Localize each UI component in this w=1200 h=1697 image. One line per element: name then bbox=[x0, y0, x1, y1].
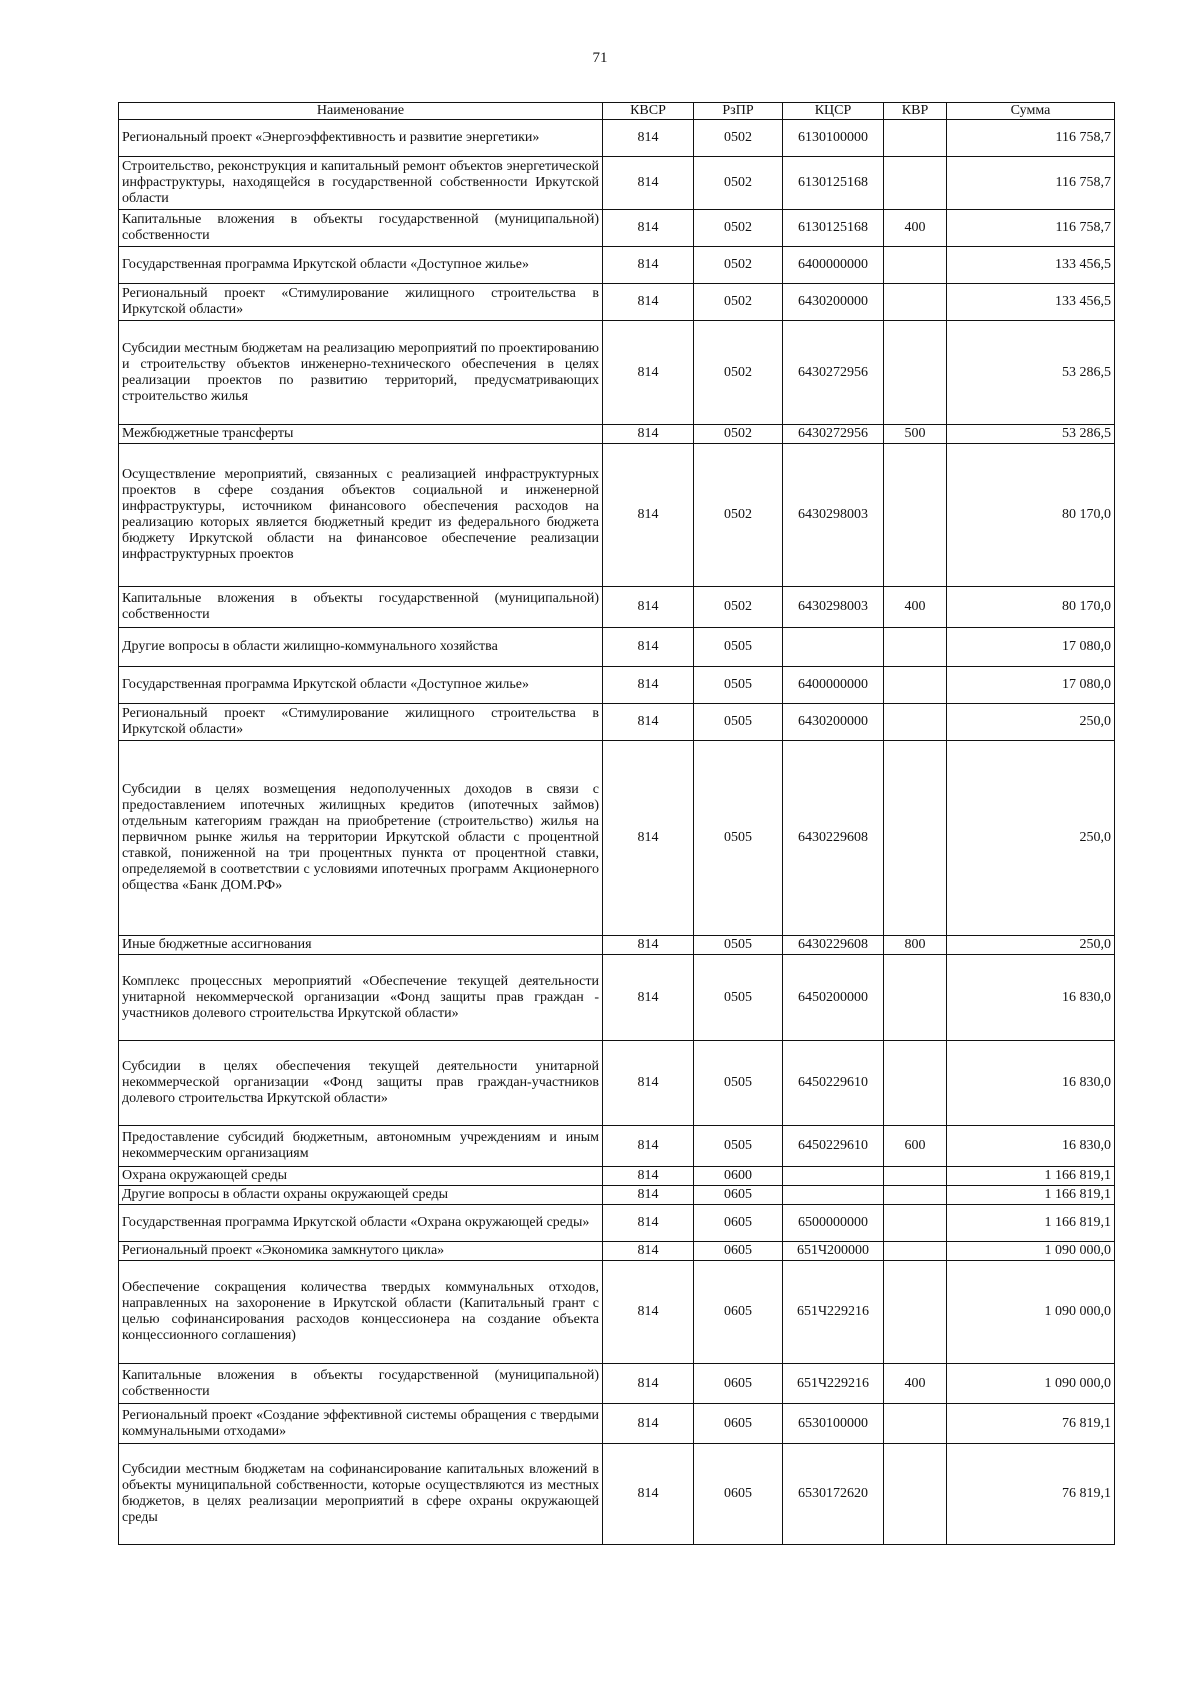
row-sum: 116 758,7 bbox=[947, 120, 1115, 157]
row-kvr bbox=[884, 321, 947, 425]
row-rzpr: 0502 bbox=[694, 321, 783, 425]
row-kcsr bbox=[783, 1186, 884, 1205]
row-rzpr: 0600 bbox=[694, 1167, 783, 1186]
row-kvsr: 814 bbox=[603, 1167, 694, 1186]
row-sum: 1 090 000,0 bbox=[947, 1261, 1115, 1364]
row-kvr bbox=[884, 1167, 947, 1186]
header-kcsr: КЦСР bbox=[783, 103, 884, 120]
row-kvr bbox=[884, 1205, 947, 1242]
row-sum: 76 819,1 bbox=[947, 1404, 1115, 1444]
row-kvr bbox=[884, 120, 947, 157]
header-kvsr: КВСР bbox=[603, 103, 694, 120]
row-kvsr: 814 bbox=[603, 741, 694, 936]
row-name: Другие вопросы в области охраны окружающей среды bbox=[119, 1186, 603, 1205]
row-kcsr: 6400000000 bbox=[783, 667, 884, 704]
row-name: Межбюджетные трансферты bbox=[119, 425, 603, 444]
row-kcsr: 6430229608 bbox=[783, 936, 884, 955]
table-row bbox=[119, 1041, 1115, 1126]
row-kvr bbox=[884, 247, 947, 284]
row-kvr: 600 bbox=[884, 1126, 947, 1167]
row-rzpr: 0605 bbox=[694, 1364, 783, 1404]
row-rzpr: 0502 bbox=[694, 247, 783, 284]
row-sum: 1 166 819,1 bbox=[947, 1186, 1115, 1205]
row-rzpr: 0505 bbox=[694, 1041, 783, 1126]
row-kcsr: 6430298003 bbox=[783, 587, 884, 628]
row-sum: 16 830,0 bbox=[947, 955, 1115, 1041]
row-kvr bbox=[884, 1444, 947, 1545]
table-row bbox=[119, 628, 1115, 667]
row-rzpr: 0502 bbox=[694, 157, 783, 210]
row-name: Субсидии местным бюджетам на софинансирование капитальных вложений в объекты муниципальной собственности, которые осуществляются из местных бюджетов, в целях реализации мероприятий в сфере охраны окружающей среды bbox=[119, 1444, 603, 1545]
row-kcsr: 651Ч229216 bbox=[783, 1261, 884, 1364]
row-kvsr: 814 bbox=[603, 444, 694, 587]
row-kvsr: 814 bbox=[603, 1261, 694, 1364]
header-kvr: КВР bbox=[884, 103, 947, 120]
row-rzpr: 0505 bbox=[694, 667, 783, 704]
row-kcsr: 6430298003 bbox=[783, 444, 884, 587]
table-row bbox=[119, 425, 1115, 444]
row-kvsr: 814 bbox=[603, 1126, 694, 1167]
row-kcsr: 6430272956 bbox=[783, 425, 884, 444]
row-sum: 76 819,1 bbox=[947, 1444, 1115, 1545]
row-kvsr: 814 bbox=[603, 936, 694, 955]
row-kvr: 400 bbox=[884, 1364, 947, 1404]
row-rzpr: 0502 bbox=[694, 444, 783, 587]
row-kvr bbox=[884, 284, 947, 321]
row-sum: 1 090 000,0 bbox=[947, 1242, 1115, 1261]
row-kcsr bbox=[783, 628, 884, 667]
row-kvsr: 814 bbox=[603, 1444, 694, 1545]
row-sum: 116 758,7 bbox=[947, 157, 1115, 210]
row-kcsr: 6400000000 bbox=[783, 247, 884, 284]
row-kvsr: 814 bbox=[603, 157, 694, 210]
row-name: Строительство, реконструкция и капитальный ремонт объектов энергетической инфраструктуры, находящейся в государственной собственности Иркутской области bbox=[119, 157, 603, 210]
row-sum: 53 286,5 bbox=[947, 425, 1115, 444]
table-row bbox=[119, 741, 1115, 936]
row-kcsr: 6500000000 bbox=[783, 1205, 884, 1242]
table-row bbox=[119, 321, 1115, 425]
row-sum: 250,0 bbox=[947, 704, 1115, 741]
row-kcsr: 6130125168 bbox=[783, 157, 884, 210]
row-name: Иные бюджетные ассигнования bbox=[119, 936, 603, 955]
row-name: Региональный проект «Создание эффективной системы обращения с твердыми коммунальными отходами» bbox=[119, 1404, 603, 1444]
budget-table bbox=[118, 102, 1115, 1545]
row-name: Региональный проект «Стимулирование жилищного строительства в Иркутской области» bbox=[119, 284, 603, 321]
row-kvr bbox=[884, 157, 947, 210]
row-kcsr: 651Ч229216 bbox=[783, 1364, 884, 1404]
row-kcsr: 6430229608 bbox=[783, 741, 884, 936]
row-sum: 116 758,7 bbox=[947, 210, 1115, 247]
table-row bbox=[119, 936, 1115, 955]
row-kvsr: 814 bbox=[603, 247, 694, 284]
row-kvsr: 814 bbox=[603, 321, 694, 425]
row-name: Государственная программа Иркутской области «Охрана окружающей среды» bbox=[119, 1205, 603, 1242]
row-kvr bbox=[884, 704, 947, 741]
row-kcsr bbox=[783, 1167, 884, 1186]
row-sum: 16 830,0 bbox=[947, 1126, 1115, 1167]
row-sum: 1 090 000,0 bbox=[947, 1364, 1115, 1404]
row-name: Предоставление субсидий бюджетным, автономным учреждениям и иным некоммерческим организациям bbox=[119, 1126, 603, 1167]
row-rzpr: 0605 bbox=[694, 1205, 783, 1242]
row-name: Осуществление мероприятий, связанных с реализацией инфраструктурных проектов в сфере создания объектов социальной и инженерной инфраструктуры, источником финансового обеспечения расходов на реализацию которых является бюджетный кредит из федерального бюджета бюджету Иркутской области на финансовое обеспечение реализации инфраструктурных проектов bbox=[119, 444, 603, 587]
row-kcsr: 6430200000 bbox=[783, 284, 884, 321]
row-rzpr: 0505 bbox=[694, 936, 783, 955]
row-rzpr: 0505 bbox=[694, 741, 783, 936]
table-row bbox=[119, 210, 1115, 247]
row-name: Обеспечение сокращения количества твердых коммунальных отходов, направленных на захоронение в Иркутской области (Капитальный грант с целью софинансирования расходов концессионера на создание объекта концессионного соглашения) bbox=[119, 1261, 603, 1364]
row-kvsr: 814 bbox=[603, 667, 694, 704]
row-kcsr: 6450229610 bbox=[783, 1126, 884, 1167]
table-row bbox=[119, 444, 1115, 587]
table-row bbox=[119, 1126, 1115, 1167]
table-row bbox=[119, 120, 1115, 157]
row-kcsr: 6450200000 bbox=[783, 955, 884, 1041]
row-name: Субсидии в целях возмещения недополученных доходов в связи с предоставлением ипотечных жилищных кредитов (ипотечных займов) отдельным категориям граждан на приобретение (строительство) жилья на первичном рынке жилья на территории Иркутской области с процентной ставкой, пониженной на три процентных пункта от процентной ставки, определяемой в соответствии с условиями ипотечных программ Акционерного общества «Банк ДОМ.РФ» bbox=[119, 741, 603, 936]
row-kvr: 400 bbox=[884, 210, 947, 247]
table-row bbox=[119, 1444, 1115, 1545]
row-kcsr: 6430200000 bbox=[783, 704, 884, 741]
row-kvsr: 814 bbox=[603, 210, 694, 247]
row-sum: 133 456,5 bbox=[947, 247, 1115, 284]
table-row bbox=[119, 667, 1115, 704]
table-row bbox=[119, 1167, 1115, 1186]
row-sum: 17 080,0 bbox=[947, 628, 1115, 667]
row-kvr bbox=[884, 1186, 947, 1205]
row-kvr bbox=[884, 667, 947, 704]
row-sum: 53 286,5 bbox=[947, 321, 1115, 425]
row-rzpr: 0605 bbox=[694, 1261, 783, 1364]
row-rzpr: 0502 bbox=[694, 284, 783, 321]
row-kvr bbox=[884, 741, 947, 936]
row-kvsr: 814 bbox=[603, 425, 694, 444]
row-name: Региональный проект «Экономика замкнутого цикла» bbox=[119, 1242, 603, 1261]
table-body bbox=[119, 120, 1115, 1545]
row-name: Государственная программа Иркутской области «Доступное жилье» bbox=[119, 247, 603, 284]
row-sum: 80 170,0 bbox=[947, 444, 1115, 587]
row-kvr: 800 bbox=[884, 936, 947, 955]
table-row bbox=[119, 1364, 1115, 1404]
row-kvsr: 814 bbox=[603, 628, 694, 667]
row-kcsr: 6530100000 bbox=[783, 1404, 884, 1444]
row-kvr bbox=[884, 1041, 947, 1126]
row-rzpr: 0502 bbox=[694, 425, 783, 444]
table-row bbox=[119, 955, 1115, 1041]
row-kvsr: 814 bbox=[603, 1186, 694, 1205]
row-rzpr: 0505 bbox=[694, 1126, 783, 1167]
table-row bbox=[119, 704, 1115, 741]
row-kcsr: 6450229610 bbox=[783, 1041, 884, 1126]
row-kvr bbox=[884, 955, 947, 1041]
row-sum: 17 080,0 bbox=[947, 667, 1115, 704]
row-rzpr: 0502 bbox=[694, 210, 783, 247]
row-sum: 250,0 bbox=[947, 936, 1115, 955]
row-sum: 1 166 819,1 bbox=[947, 1205, 1115, 1242]
row-rzpr: 0605 bbox=[694, 1444, 783, 1545]
row-name: Региональный проект «Стимулирование жилищного строительства в Иркутской области» bbox=[119, 704, 603, 741]
row-kvsr: 814 bbox=[603, 587, 694, 628]
row-name: Другие вопросы в области жилищно-коммунального хозяйства bbox=[119, 628, 603, 667]
table-row bbox=[119, 1404, 1115, 1444]
row-name: Субсидии местным бюджетам на реализацию мероприятий по проектированию и строительству объектов инженерно-технического обеспечения в целях реализации проектов по развитию территорий, предусматривающих строительство жилья bbox=[119, 321, 603, 425]
row-rzpr: 0502 bbox=[694, 120, 783, 157]
row-kvsr: 814 bbox=[603, 1404, 694, 1444]
row-rzpr: 0505 bbox=[694, 628, 783, 667]
row-kvr bbox=[884, 628, 947, 667]
row-kvsr: 814 bbox=[603, 120, 694, 157]
row-rzpr: 0605 bbox=[694, 1242, 783, 1261]
header-name: Наименование bbox=[119, 103, 603, 120]
table-row bbox=[119, 1261, 1115, 1364]
row-kvr bbox=[884, 444, 947, 587]
row-rzpr: 0505 bbox=[694, 704, 783, 741]
table-row bbox=[119, 247, 1115, 284]
row-kvsr: 814 bbox=[603, 284, 694, 321]
row-name: Комплекс процессных мероприятий «Обеспечение текущей деятельности унитарной некоммерческой организации «Фонд защиты прав граждан - участников долевого строительства Иркутской области» bbox=[119, 955, 603, 1041]
row-name: Региональный проект «Энергоэффективность и развитие энергетики» bbox=[119, 120, 603, 157]
table-row bbox=[119, 1205, 1115, 1242]
row-name: Капитальные вложения в объекты государственной (муниципальной) собственности bbox=[119, 1364, 603, 1404]
row-kvr: 500 bbox=[884, 425, 947, 444]
table-row bbox=[119, 157, 1115, 210]
row-name: Капитальные вложения в объекты государственной (муниципальной) собственности bbox=[119, 210, 603, 247]
row-sum: 1 166 819,1 bbox=[947, 1167, 1115, 1186]
row-rzpr: 0605 bbox=[694, 1186, 783, 1205]
row-kcsr: 6430272956 bbox=[783, 321, 884, 425]
row-rzpr: 0505 bbox=[694, 955, 783, 1041]
row-rzpr: 0502 bbox=[694, 587, 783, 628]
row-kvr bbox=[884, 1261, 947, 1364]
table-row bbox=[119, 1186, 1115, 1205]
row-kvsr: 814 bbox=[603, 1205, 694, 1242]
row-name: Государственная программа Иркутской области «Доступное жилье» bbox=[119, 667, 603, 704]
row-kcsr: 6130125168 bbox=[783, 210, 884, 247]
header-sum: Сумма bbox=[947, 103, 1115, 120]
row-kvr bbox=[884, 1404, 947, 1444]
table-row bbox=[119, 587, 1115, 628]
table-header-row bbox=[119, 103, 1115, 120]
row-kcsr: 6130100000 bbox=[783, 120, 884, 157]
row-sum: 16 830,0 bbox=[947, 1041, 1115, 1126]
row-kcsr: 651Ч200000 bbox=[783, 1242, 884, 1261]
row-sum: 80 170,0 bbox=[947, 587, 1115, 628]
row-rzpr: 0605 bbox=[694, 1404, 783, 1444]
row-kvr bbox=[884, 1242, 947, 1261]
row-sum: 250,0 bbox=[947, 741, 1115, 936]
row-sum: 133 456,5 bbox=[947, 284, 1115, 321]
row-name: Охрана окружающей среды bbox=[119, 1167, 603, 1186]
row-kcsr: 6530172620 bbox=[783, 1444, 884, 1545]
page-number: 71 bbox=[592, 50, 608, 66]
row-kvsr: 814 bbox=[603, 704, 694, 741]
header-rzpr: РзПР bbox=[694, 103, 783, 120]
row-kvsr: 814 bbox=[603, 955, 694, 1041]
table-row bbox=[119, 284, 1115, 321]
row-kvsr: 814 bbox=[603, 1041, 694, 1126]
row-kvsr: 814 bbox=[603, 1242, 694, 1261]
row-name: Субсидии в целях обеспечения текущей деятельности унитарной некоммерческой организации «Фонд защиты прав граждан-участников долевого строительства Иркутской области» bbox=[119, 1041, 603, 1126]
row-name: Капитальные вложения в объекты государственной (муниципальной) собственности bbox=[119, 587, 603, 628]
table-row bbox=[119, 1242, 1115, 1261]
row-kvr: 400 bbox=[884, 587, 947, 628]
row-kvsr: 814 bbox=[603, 1364, 694, 1404]
